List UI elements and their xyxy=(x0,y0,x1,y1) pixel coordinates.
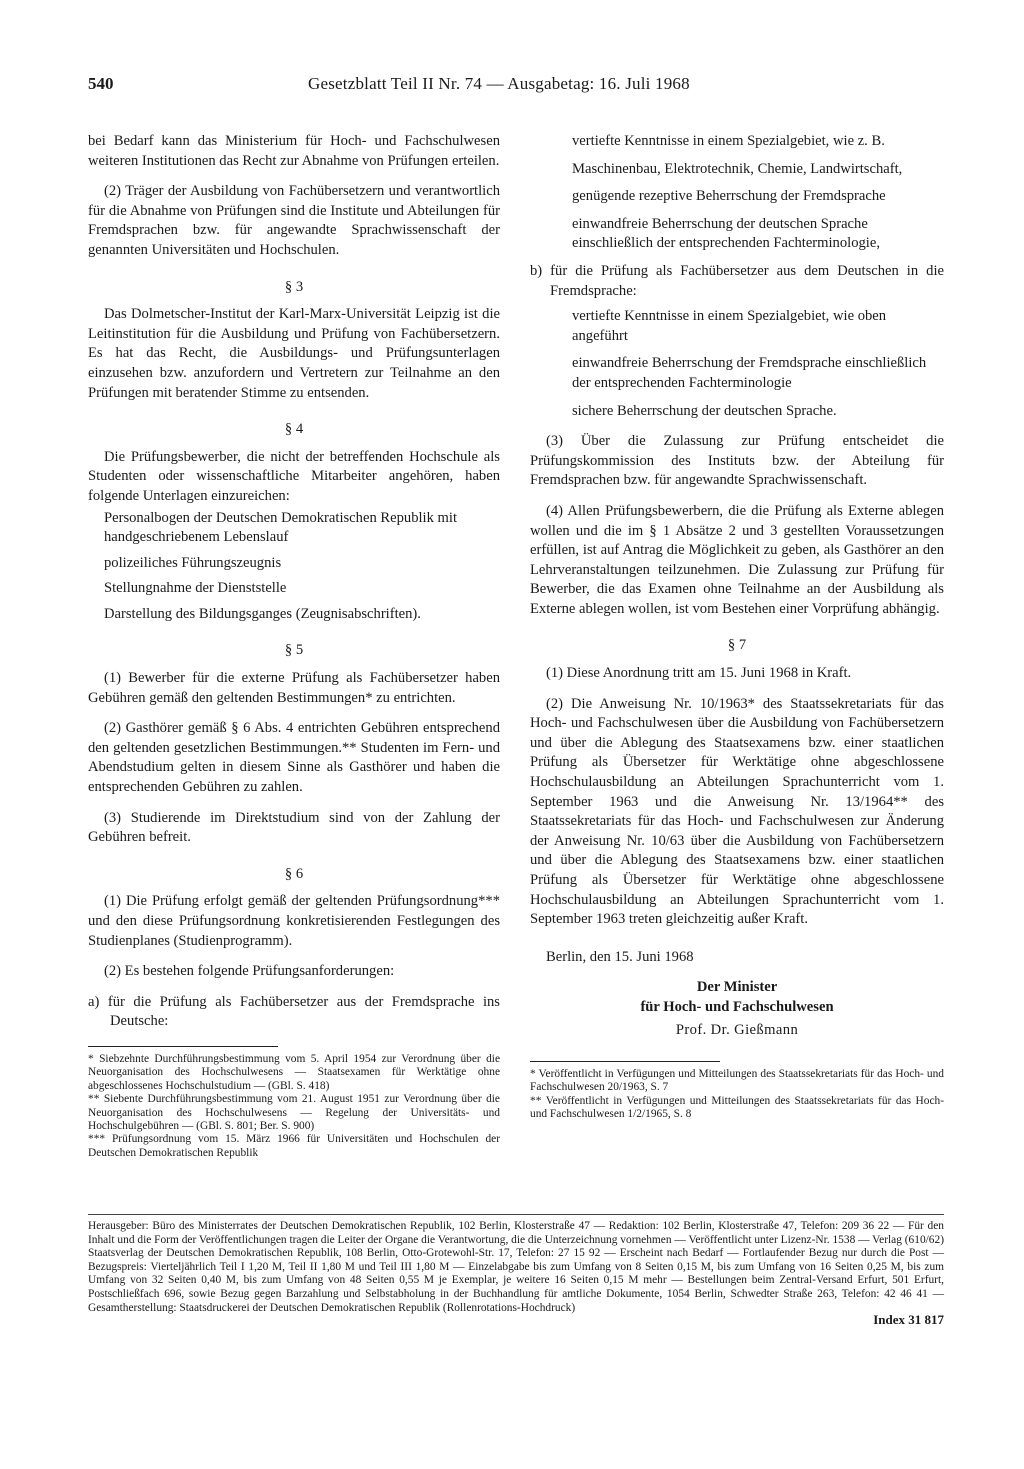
right-column xyxy=(530,132,944,1122)
footnote: ** Veröffentlicht in Verfügungen und Mitteilungen des Staatssekretariats für das Hoch- und Fachschulwesen 1/2/1965, S. 8 xyxy=(530,1094,944,1121)
list-item: Stellungnahme der Dienststelle xyxy=(104,580,287,597)
section-heading-3: § 3 xyxy=(284,278,304,295)
section-4-text: Die Prüfungsbewerber, die nicht der betreffenden Hochschule als Studenten oder wissenschaftliche Mitarbeiter angehören, haben folgende Unterlagen einzureichen: xyxy=(88,448,500,504)
list-item: einwandfreie Beherrschung der Fremdsprache einschließlich der entsprechenden Fachterminologie xyxy=(572,355,927,391)
signer-title-line-2: für Hoch- und Fachschulwesen xyxy=(640,999,834,1016)
footnote: *** Prüfungsordnung vom 15. März 1966 für Universitäten und Hochschulen der Deutschen Demokratischen Republik xyxy=(88,1133,500,1159)
section-7-paragraph-2: (2) Die Anweisung Nr. 10/1963* des Staatssekretariats für das Hoch- und Fachschulwesen über die Ausbildung von Fachübersetzern und über die Ablegung des Staatsexamens bzw. einer staatlichen Prüfung als Übersetzer für Werktätige ohne abgeschlossene Hochschulausbildung an Abteilungen Sprachunterricht vom 1. September 1963 und die Anweisung Nr. 13/1964** des Staatssekretariats für das Hoch- und Fachschulwesen zur Änderung der Anweisung Nr. 10/63 über die Ausbildung von Fachübersetzern und über die Ablegung des Staatsexamens bzw. einer staatlichen Prüfung als Übersetzer für Werktätige ohne abgeschlossene Hochschulausbildung an Abteilungen Sprachunterricht vom 1. September 1963 treten gleichzeitig außer Kraft. xyxy=(530,695,944,928)
right-footnotes xyxy=(530,1061,944,1122)
list-item: genügende rezeptive Beherrschung der Fremdsprache xyxy=(572,188,886,205)
paragraph-intro: bei Bedarf kann das Ministerium für Hoch- und Fachschulwesen weiteren Institutionen das Recht zur Abnahme von Prüfungen erteilen. xyxy=(88,133,500,169)
documents-list xyxy=(88,509,500,625)
section-heading-5: § 5 xyxy=(284,642,304,659)
section-heading-4: § 4 xyxy=(284,421,304,438)
index-number: Index 31 817 xyxy=(873,1312,944,1328)
imprint-text: Herausgeber: Büro des Ministerrates der Deutschen Demokratischen Republik, 102 Berlin, Klosterstraße 47 — Redaktion: 102 Berlin, Klosterstraße 47, Telefon: 209 36 22 — Für den Inhalt und die Form der Veröffentlichungen tragen die Leiter der Organe die Verantwortung, die die Unterzeichnung vornehmen — Veröffentlicht unter Lizenz-Nr. 1538 — Verlag (610/62) Staatsverlag der Deutschen Demokratischen Republik, 108 Berlin, Otto-Grotewohl-Str. 17, Telefon: 27 15 92 — Erscheint nach Bedarf — Fortlaufender Bezug nur durch die Post — Bezugspreis: Vierteljährlich Teil I 1,20 M, Teil II 1,80 M und Teil III 1,80 M — Einzelabgabe bis zum Umfang von 8 Seiten 0,15 M, bis zum Umfang von 16 Seiten 0,25 M, bis zum Umfang von 32 Seiten 0,40 M, bis zum Umfang von 48 Seiten 0,55 M je Exemplar, je weitere 16 Seiten 0,15 M mehr — Bestellungen beim Zentral-Versand Erfurt, 501 Erfurt, Postschließfach 696, sowie Bezug gegen Barzahlung und Selbstabholung in der Buchhandlung für amtliche Dokumente, 1054 Berlin, Schwedter Straße 263, Telefon: 42 46 41 — Gesamtherstellung: Staatsdruckerei der Deutschen Demokratischen Republik (Rollenrotations-Hochdruck) xyxy=(88,1220,944,1314)
section-5-paragraph-3: (3) Studierende im Direktstudium sind von der Zahlung der Gebühren befreit. xyxy=(88,809,500,846)
list-item: Maschinenbau, Elektrotechnik, Chemie, Landwirtschaft, xyxy=(572,160,903,177)
section-6-paragraph-3: (3) Über die Zulassung zur Prüfung entscheidet die Prüfungskommission des Instituts bzw. der Abteilung für Fremdsprachen bzw. für angewandte Sprachwissenschaft. xyxy=(530,433,944,489)
section-6-paragraph-2: (2) Es bestehen folgende Prüfungsanforderungen: xyxy=(104,963,395,980)
section-6-item-b: b) für die Prüfung als Fachübersetzer aus dem Deutschen in die Fremdsprache: xyxy=(530,262,944,299)
place-and-date: Berlin, den 15. Juni 1968 xyxy=(546,948,694,965)
list-item: einwandfreie Beherrschung der deutschen Sprache einschließlich der entsprechenden Fachterminologie, xyxy=(572,215,880,252)
page-number: 540 xyxy=(88,74,114,93)
requirements-list-b xyxy=(530,307,944,421)
requirements-list-a xyxy=(530,132,944,254)
signer-title xyxy=(530,977,944,1017)
imprint xyxy=(88,1214,944,1327)
section-heading-7: § 7 xyxy=(727,637,747,654)
list-item: vertiefte Kenntnisse in einem Spezialgebiet, wie z. B. xyxy=(572,133,885,149)
footnote: * Veröffentlicht in Verfügungen und Mitteilungen des Staatssekretariats für das Hoch- und Fachschulwesen 20/1963, S. 7 xyxy=(530,1067,944,1094)
list-item: Personalbogen der Deutschen Demokratischen Republik mit handgeschriebenem Lebenslauf xyxy=(104,509,458,546)
signer-name: Prof. Dr. Gießmann xyxy=(675,1022,799,1039)
footnote-divider xyxy=(530,1061,720,1062)
footnote-divider xyxy=(88,1046,278,1047)
list-item: sichere Beherrschung der deutschen Sprache. xyxy=(572,402,837,419)
signer-title-line-1: Der Minister xyxy=(696,979,778,996)
running-title: Gesetzblatt Teil II Nr. 74 — Ausgabetag: 16. Juli 1968 xyxy=(308,74,690,93)
footnote: * Siebzehnte Durchführungsbestimmung vom 5. April 1954 zur Verordnung über die Neuorganisation des Hochschulwesens — Staatsexamen für Werktätige ohne abgeschlossenes Hochschulstudium — (GBl. S. 418) xyxy=(88,1052,500,1092)
paragraph-traeger: (2) Träger der Ausbildung von Fachübersetzern und verantwortlich für die Abnahme von Prüfungen sind die Institute und Abteilungen für Fremdsprachen bzw. für angewandte Sprachwissenschaft der genannten Universitäten und Hochschulen. xyxy=(88,183,500,258)
section-7-paragraph-1: (1) Diese Anordnung tritt am 15. Juni 1968 in Kraft. xyxy=(546,665,852,682)
list-item: vertiefte Kenntnisse in einem Spezialgebiet, wie oben angeführt xyxy=(572,308,887,344)
section-heading-6: § 6 xyxy=(284,865,304,882)
section-5-paragraph-2: (2) Gasthörer gemäß § 6 Abs. 4 entrichten Gebühren entsprechend den geltenden gesetzlichen Bestimmungen.** Studenten im Fern- und Abendstudium gelten in diesem Sinne als Gasthörer und haben die entsprechenden Gebühren zu zahlen. xyxy=(88,720,500,796)
list-item: Darstellung des Bildungsganges (Zeugnisabschriften). xyxy=(104,605,421,622)
footnote: ** Siebente Durchführungsbestimmung vom 21. August 1951 zur Verordnung über die Neuorganisation des Hochschulwesens — Regelung der Universitäts- und Hochschulgebühren — (GBl. S. 801; Ber. S. 900) xyxy=(88,1093,500,1132)
left-column xyxy=(88,132,500,1160)
section-3-text: Das Dolmetscher-Institut der Karl-Marx-Universität Leipzig ist die Leitinstitution für die Ausbildung und Prüfung von Fachübersetzern. Es hat das Recht, die Ausbildungs- und Prüfungsunterlagen einzusehen bzw. anzufordern und Vertretern zur Teilnahme an den Prüfungen mit beratender Stimme zu entsenden. xyxy=(88,306,500,401)
section-6-item-a: a) für die Prüfung als Fachübersetzer aus der Fremdsprache ins Deutsche: xyxy=(88,993,500,1030)
section-6-paragraph-1: (1) Die Prüfung erfolgt gemäß der geltenden Prüfungsordnung*** und den diese Prüfungsordnung konkretisierenden Festlegungen des Studienplanes (Studienprogramm). xyxy=(88,893,500,949)
section-5-paragraph-1: (1) Bewerber für die externe Prüfung als Fachübersetzer haben Gebühren gemäß den geltenden Bestimmungen* zu entrichten. xyxy=(88,670,500,706)
list-item: polizeiliches Führungszeugnis xyxy=(104,554,282,571)
section-6-paragraph-4: (4) Allen Prüfungsbewerbern, die die Prüfung als Externe ablegen wollen und die im § 1 Absätze 2 und 3 gestellten Voraussetzungen erfüllen, ist auf Antrag die Möglichkeit zu geben, als Gasthörer an den Lehrveranstaltungen teilzunehmen. Die Zulassung zur Prüfung für Bewerber, die das Examen ohne Teilnahme an der Ausbildung als Externe ablegen wollen, ist vom Bestehen einer Vorprüfung abhängig. xyxy=(530,502,944,617)
